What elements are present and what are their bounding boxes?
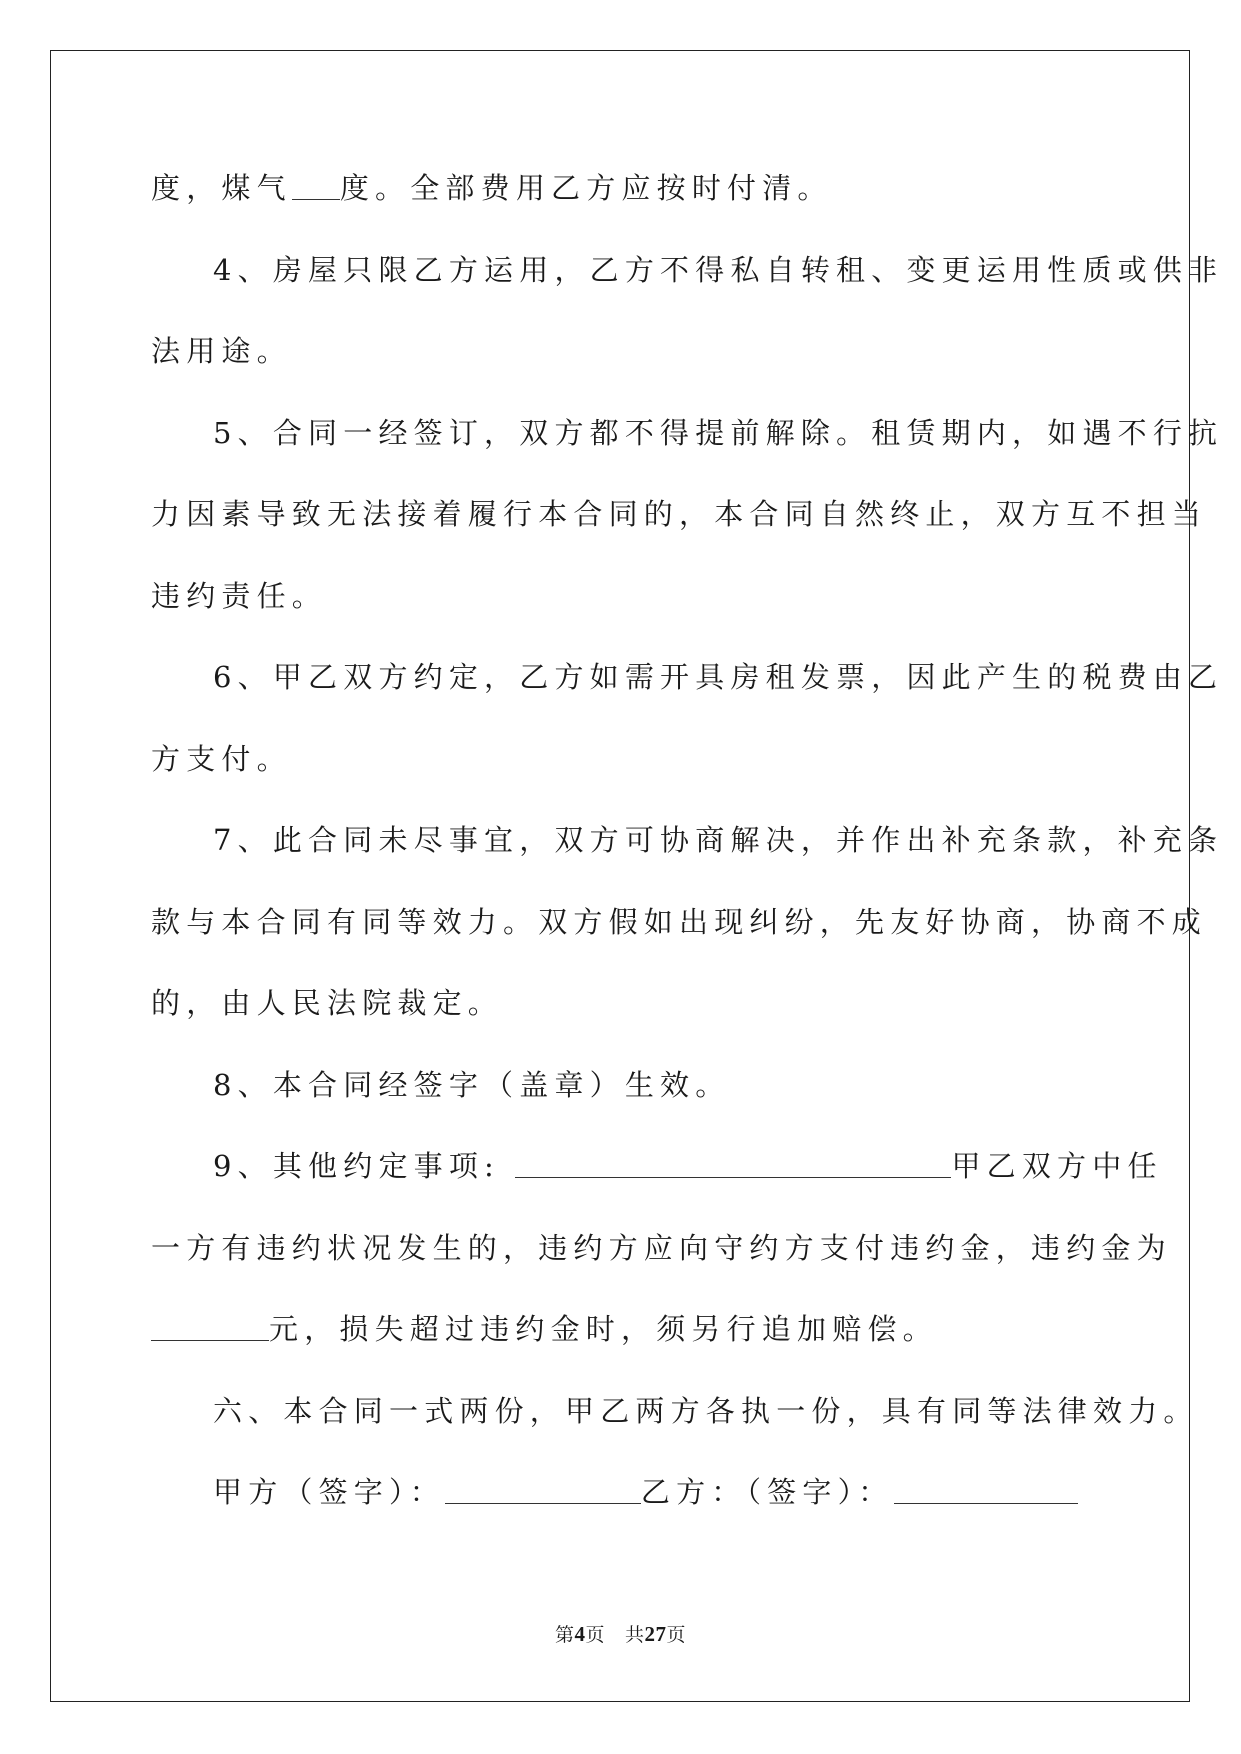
paragraph-line: 违约责任。	[151, 578, 328, 613]
paragraph-line: 的，由人民法院裁定。	[151, 986, 504, 1020]
paragraph-line: 款与本合同有同等效力。双方假如出现纠纷，先友好协商，协商不成	[151, 904, 1208, 939]
party-a-signature-label: 甲方（签字）：	[213, 1475, 445, 1509]
clause-4-line: 4、房屋只限乙方运用，乙方不得私自转租、变更运用性质或供非	[213, 252, 1224, 287]
clause-6-line: 6、甲乙双方约定，乙方如需开具房租发票，因此产生的税费由乙	[213, 660, 1224, 694]
total-page-count: 27	[644, 1622, 667, 1646]
blank-other-terms	[515, 1153, 951, 1178]
party-a-signature-blank	[445, 1479, 641, 1504]
text-segment: 元，损失超过违约金时，须另行追加赔偿。	[269, 1312, 938, 1346]
paragraph-line: 方支付。	[151, 741, 292, 776]
blank-gas-reading	[292, 175, 340, 200]
paragraph-line	[151, 1289, 1091, 1371]
footer-page-unit: 页	[585, 1624, 605, 1646]
footer-total-prefix: 共	[625, 1624, 645, 1646]
paragraph-line: 力因素导致无法接着履行本合同的，本合同自然终止，双方互不担当	[151, 497, 1208, 531]
page-footer	[0, 1620, 1241, 1647]
text-segment: 度，煤气	[151, 171, 292, 205]
paragraph-line: 一方有违约状况发生的，违约方应向守约方支付违约金，违约金为	[151, 1230, 1172, 1265]
text-segment: 9、其他约定事项:	[213, 1149, 501, 1183]
party-b-signature-label: 乙方：（签字）：	[640, 1475, 894, 1509]
clause-7-line: 7、此合同未尽事宜，双方可协商解决，并作出补充条款，补充条	[213, 823, 1224, 857]
clause-8-line: 8、本合同经签字（盖章）生效。	[213, 1067, 731, 1102]
signature-line	[151, 1452, 1091, 1534]
clause-six-line: 六、本合同一式两份，甲乙两方各执一份，具有同等法律效力。	[213, 1393, 1199, 1428]
blank-penalty-amount	[151, 1316, 269, 1341]
clause-5-line: 5、合同一经签订，双方都不得提前解除。租赁期内，如遇不行抗	[213, 415, 1224, 450]
paragraph-line: 法用途。	[151, 334, 292, 368]
party-b-signature-blank	[894, 1479, 1078, 1504]
document-body	[151, 148, 1224, 1534]
paragraph-line	[151, 148, 1091, 230]
text-segment: 甲乙双方中任	[951, 1149, 1163, 1183]
current-page-number: 4	[574, 1622, 586, 1646]
text-segment: 度。全部费用乙方应按时付清。	[339, 171, 833, 205]
clause-9-line	[151, 1126, 1163, 1208]
footer-total-unit: 页	[666, 1624, 687, 1646]
footer-prefix: 第	[554, 1624, 575, 1646]
